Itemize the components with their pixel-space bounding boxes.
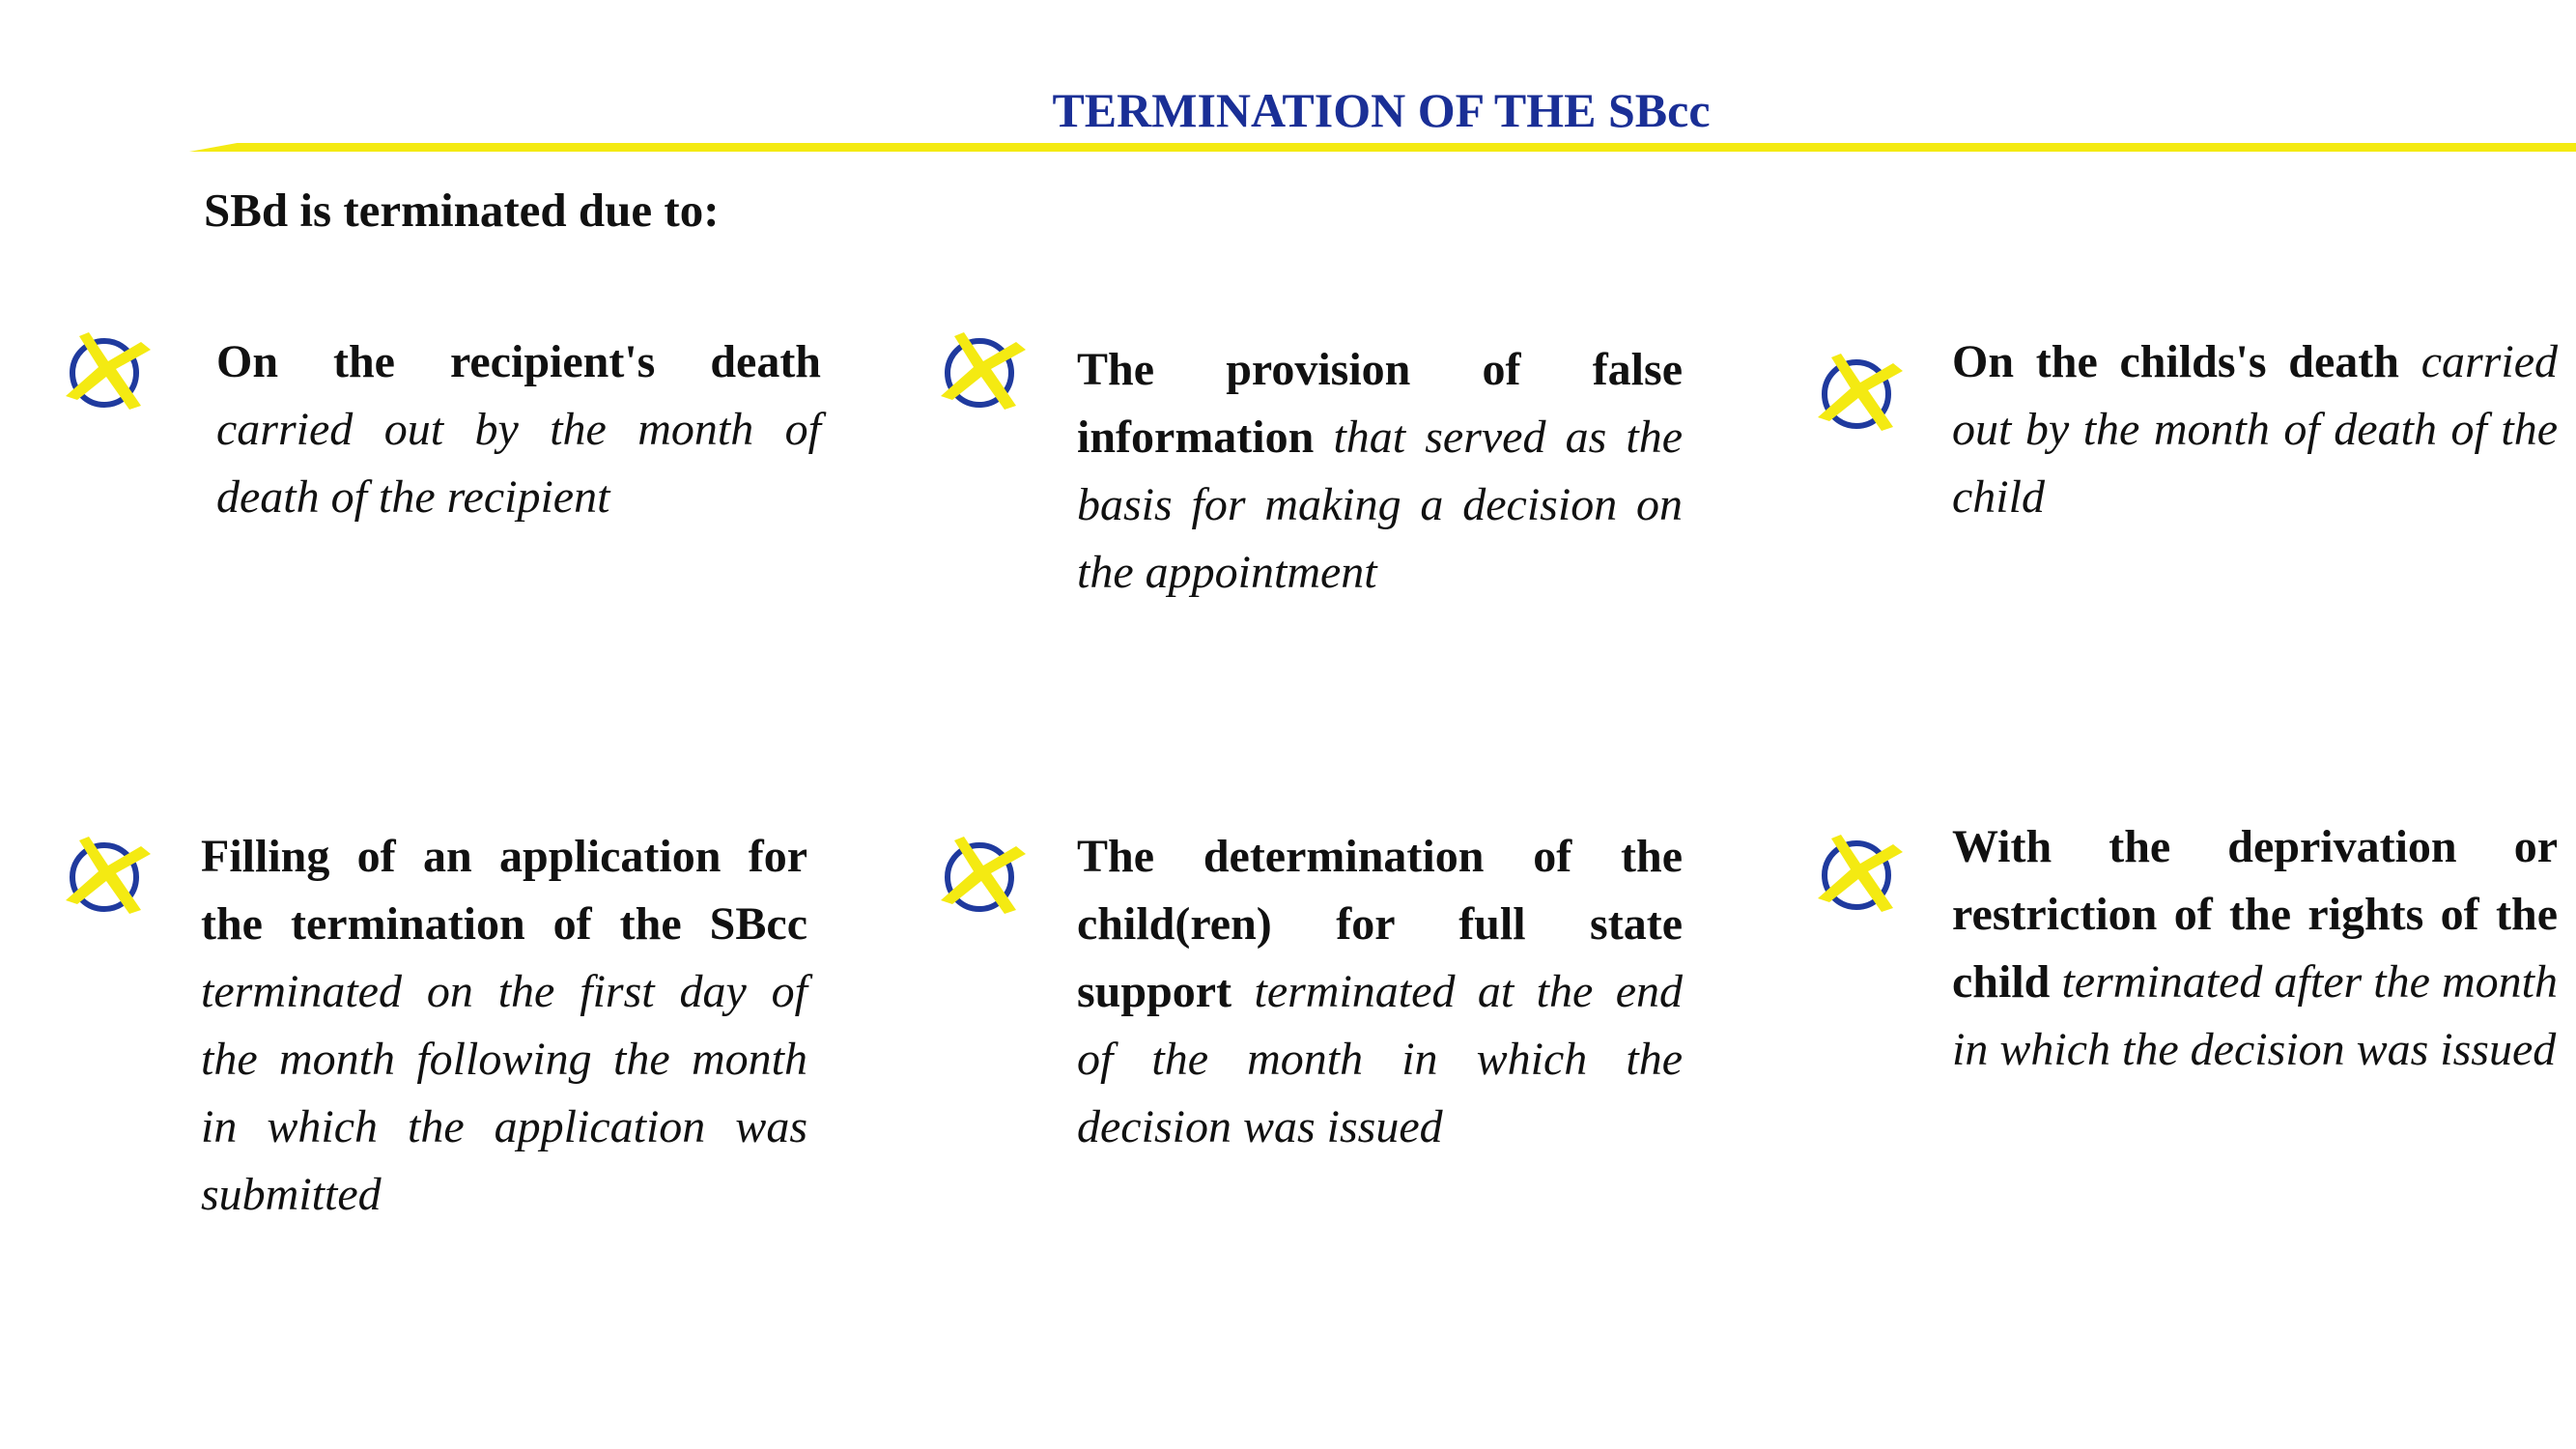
title-divider xyxy=(189,143,2576,152)
reason-detail: carried out by the month of death of the recipient xyxy=(216,404,821,523)
reason-detail: that served as the basis for making a decision on the appointment xyxy=(1077,412,1684,598)
termination-reason-item xyxy=(1077,823,1683,1161)
reason-title: On the recipient's death xyxy=(216,336,821,387)
termination-reason-item xyxy=(1077,336,1683,607)
termination-reason-item xyxy=(201,823,807,1229)
reason-title: On the childs's death xyxy=(1952,336,2399,387)
reason-title: Filling of an application for the termination of the SBcc xyxy=(201,831,807,950)
x-mark-icon xyxy=(1812,350,1905,437)
x-mark-icon xyxy=(1812,831,1905,918)
termination-reason-item xyxy=(1952,813,2558,1084)
termination-reason-item xyxy=(216,328,821,531)
reason-title: The determination of the child(ren) for full state support xyxy=(1077,831,1683,1017)
x-mark-icon xyxy=(935,328,1028,415)
reason-detail: terminated at the end of the month in which the decision was issued xyxy=(1077,966,1683,1152)
section-subtitle: SBd is terminated due to: xyxy=(204,184,720,237)
termination-reason-item xyxy=(1952,328,2558,531)
reason-title: The provision of false information xyxy=(1077,344,1683,463)
x-mark-icon xyxy=(60,328,153,415)
x-mark-icon xyxy=(935,833,1028,920)
reason-title: With the deprivation or restriction of the rights of the child xyxy=(1952,821,2558,1008)
reason-detail: terminated on the first day of the month following the month in which the application was submitted xyxy=(201,966,807,1220)
reason-detail: terminated after the month in which the decision was issued xyxy=(1952,956,2558,1075)
reason-detail: carried out by the month of death of the child xyxy=(1952,336,2558,523)
page-title: TERMINATION OF THE SBcc xyxy=(1052,83,1711,137)
x-mark-icon xyxy=(60,833,153,920)
